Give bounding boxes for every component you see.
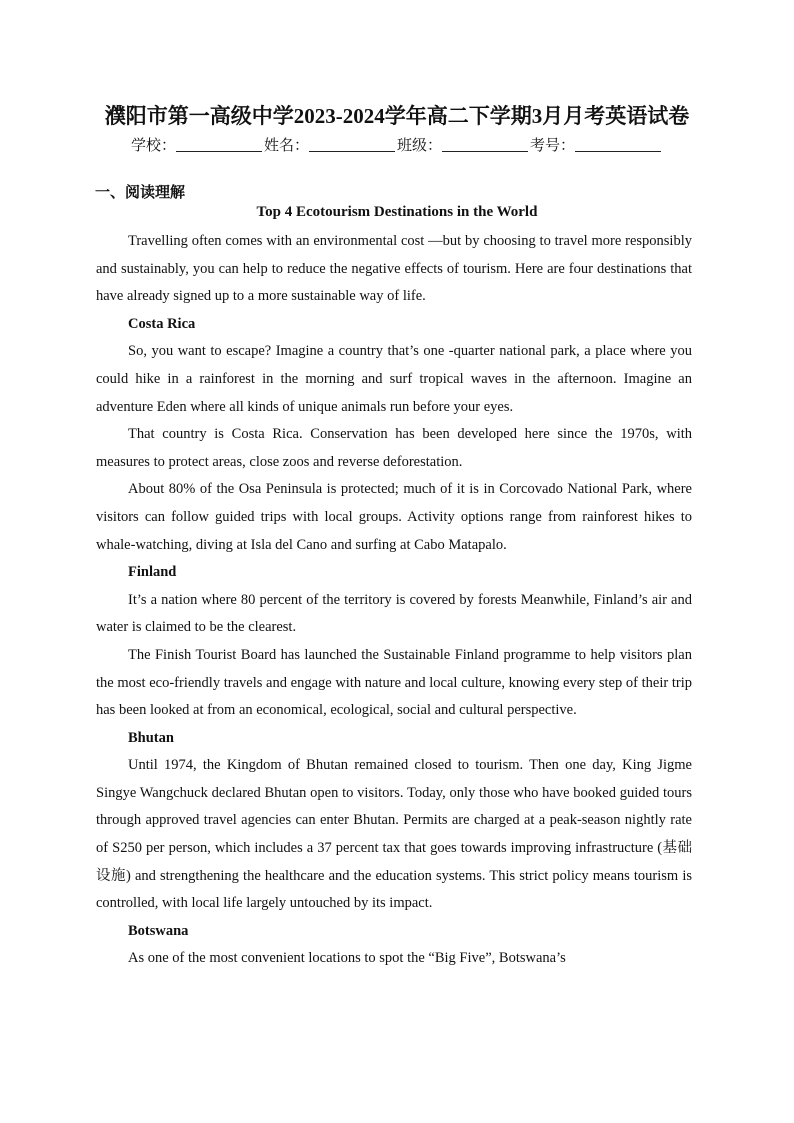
- school-label: 学校：: [130, 138, 176, 154]
- section-heading-finland: Finland: [128, 564, 177, 581]
- section-heading: 一、阅读理解: [95, 185, 186, 201]
- article-body: [96, 228, 692, 973]
- exam-title: 濮阳市第一高级中学2023-2024学年高二下学期3月月考英语试卷: [104, 104, 690, 128]
- student-info-line: [0, 134, 794, 155]
- paragraph: That country is Costa Rica. Conservation has been developed here since the 1970s, with measures to protect areas, close zoos and reverse deforestation.: [96, 426, 692, 470]
- paragraph: About 80% of the Osa Peninsula is protected; much of it is in Corcovado National Park, where visitors can follow guided trips with local groups. Activity options range from rainforest hikes to whale-watching, diving at Isla del Cano and surfing at Cabo Matapalo.: [96, 481, 692, 553]
- exam-number-label: 考号：: [530, 138, 576, 154]
- paragraph: As one of the most convenient locations to spot the “Big Five”, Botswana’s: [128, 950, 566, 967]
- intro-paragraph: Travelling often comes with an environmental cost —but by choosing to travel more responsibly and sustainably, you can help to reduce the negative effects of tourism. Here are four destinations that have already signed up to a more sustainable way of life.: [96, 233, 692, 305]
- paragraph: So, you want to escape? Imagine a country that’s one -quarter national park, a place where you could hike in a rainforest in the morning and surf tropical waves in the afternoon. Imagine an adventure Eden where all kinds of unique animals run before your eyes.: [96, 343, 692, 415]
- article-title: Top 4 Ecotourism Destinations in the World: [256, 204, 538, 220]
- class-blank[interactable]: [442, 137, 528, 152]
- section-heading-bhutan: Bhutan: [128, 729, 174, 746]
- name-label: 姓名：: [263, 138, 309, 154]
- exam-number-blank[interactable]: [575, 137, 661, 152]
- paragraph: The Finish Tourist Board has launched the Sustainable Finland programme to help visitors plan the most eco-friendly travels and engage with nature and local culture, knowing every step of their trip has been looked at from an economical, ecological, social and cultural perspective.: [96, 646, 692, 719]
- section-heading-botswana: Botswana: [128, 922, 189, 939]
- paragraph: Until 1974, the Kingdom of Bhutan remained closed to tourism. Then one day, King Jigme Singye Wangchuck declared Bhutan open to visitors. Today, only those who have booked guided tours through approved travel agencies can enter Bhutan. Permits are charged at a peak-season nightly rate of S250 per person, which includes a 37 percent tax that goes towards improving infrastructure (基础设施) and strengthening the healthcare and the education systems. This strict policy means tourism is controlled, with local life largely untouched by its impact.: [96, 757, 692, 912]
- paragraph: It’s a nation where 80 percent of the territory is covered by forests Meanwhile, Finland’s air and water is claimed to be the clearest.: [96, 591, 692, 636]
- section-heading-costa-rica: Costa Rica: [128, 315, 196, 332]
- school-blank[interactable]: [176, 137, 262, 152]
- class-label: 班级：: [397, 138, 443, 154]
- name-blank[interactable]: [309, 137, 395, 152]
